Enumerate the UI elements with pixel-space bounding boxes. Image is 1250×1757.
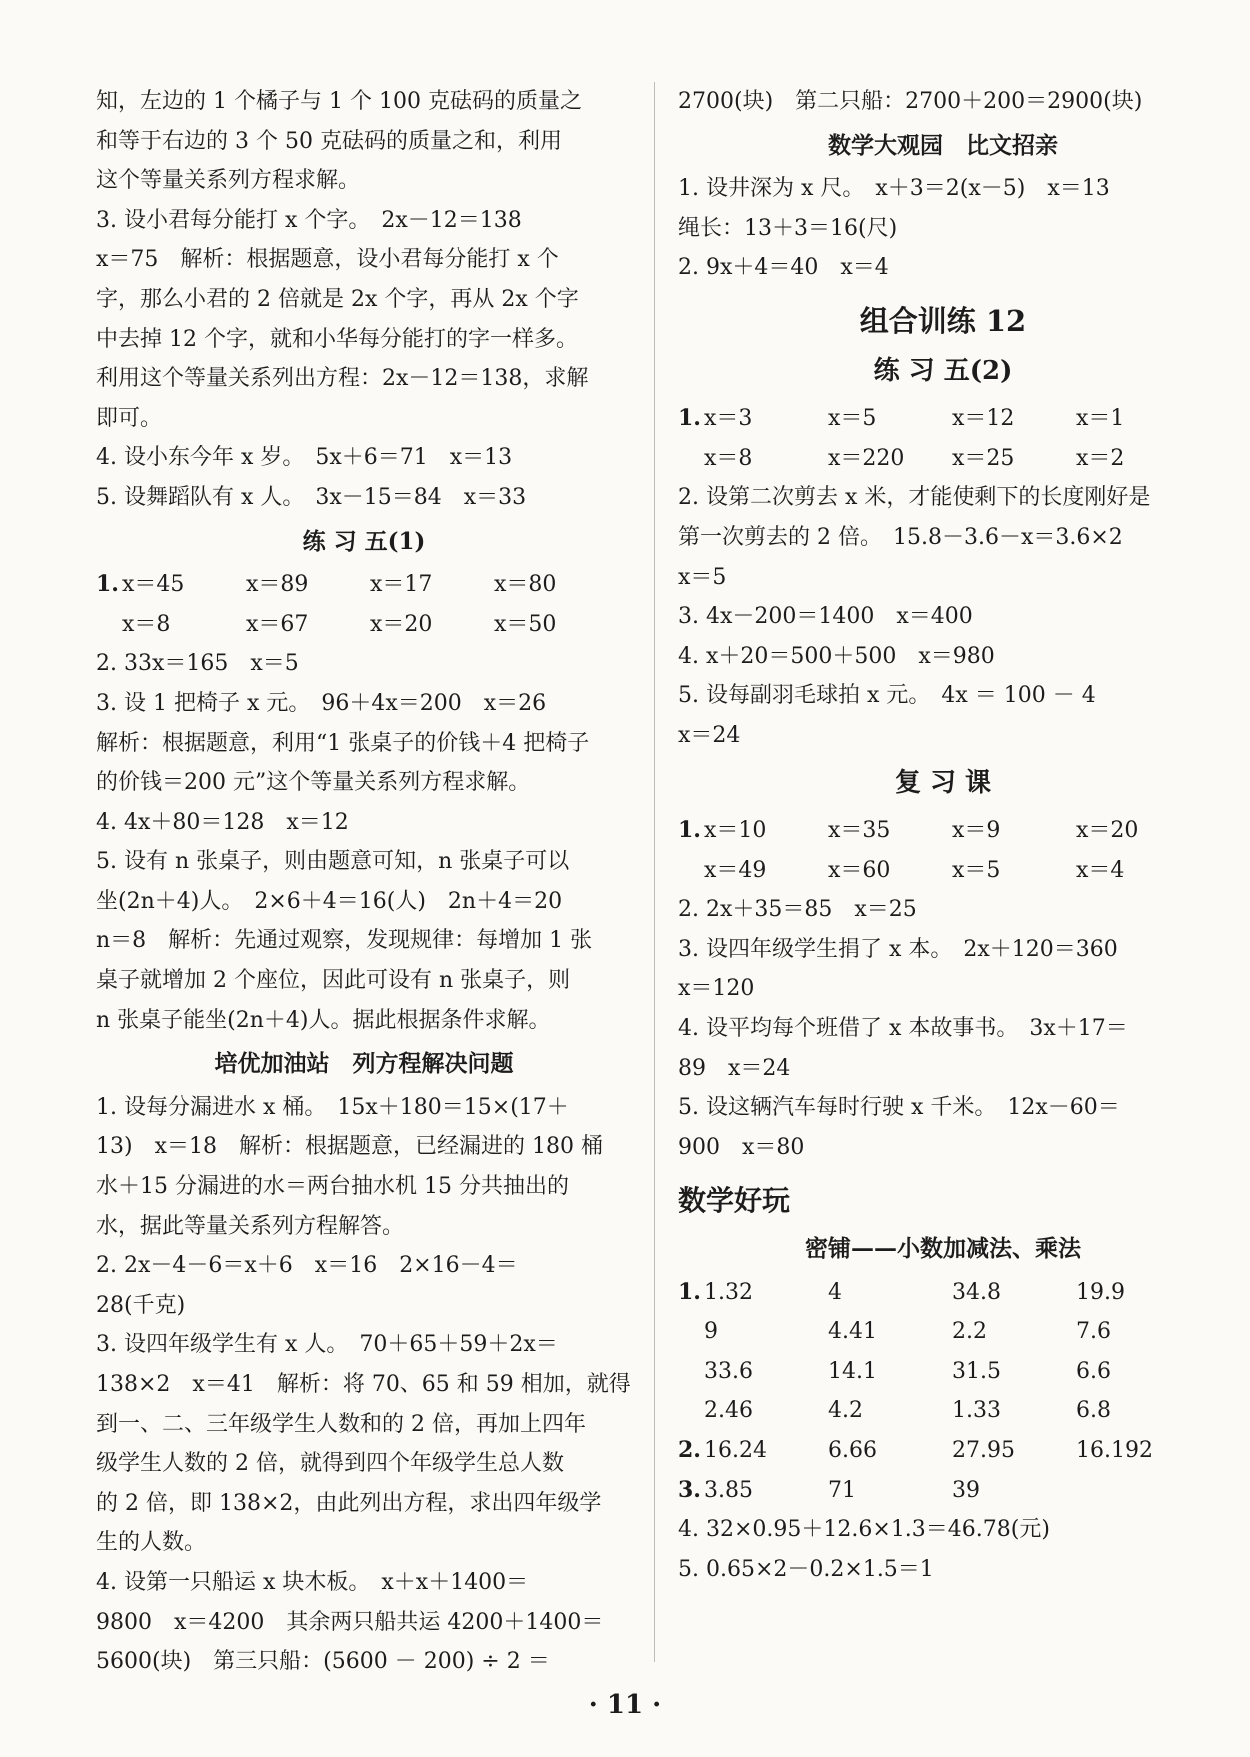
answer-cell: 4 — [828, 1279, 842, 1305]
answer-cell: 1.32 — [704, 1279, 753, 1305]
page-number: · 11 · — [588, 1690, 662, 1720]
section-title-daguanyuan: 数学大观园 比文招亲 — [828, 131, 1058, 159]
answer-row — [678, 1471, 1208, 1511]
answer-cell: x＝2 — [1076, 445, 1125, 471]
answer-row — [678, 1352, 1208, 1392]
answer-cell — [678, 1312, 704, 1352]
answer-line: 13) x＝18 解析：根据题意，已经漏进的 180 桶 — [96, 1134, 603, 1160]
answer-cell: 2. — [678, 1437, 701, 1463]
answer-cell: 34.8 — [952, 1279, 1001, 1305]
answer-line: n＝8 解析：先通过观察，发现规律：每增加 1 张 — [96, 928, 593, 954]
answer-q4: 4. 设小东今年 x 岁。 5x＋6＝71 x＝13 — [96, 445, 513, 471]
answer-line: 2. 33x＝165 x＝5 — [96, 651, 299, 677]
answer-cell: x＝8 — [122, 611, 171, 637]
answer-line: 4. 4x＋80＝128 x＝12 — [96, 809, 349, 835]
answer-line: 5. 设这辆汽车每时行驶 x 千米。 12x－60＝ — [678, 1095, 1120, 1121]
answer-cell: x＝67 — [246, 611, 309, 637]
answer-line: 的 2 倍，即 138×2，由此列出方程，求出四年级学 — [96, 1490, 602, 1516]
answer-row — [678, 1312, 1208, 1352]
answer-cell: x＝25 — [952, 445, 1015, 471]
section-title-shuxue-haowan: 数学好玩 — [678, 1184, 791, 1218]
answer-cell: x＝5 — [952, 857, 1001, 883]
answer-cell: 71 — [828, 1477, 856, 1503]
answer-row — [678, 1273, 1208, 1313]
answer-row — [678, 851, 1208, 891]
answer-line: 第一次剪去的 2 倍。 15.8－3.6－x＝3.6×2 — [678, 524, 1123, 550]
answer-line: 4. 设平均每个班借了 x 本故事书。 3x＋17＝ — [678, 1016, 1128, 1042]
answer-line: 利用这个等量关系列出方程：2x－12＝138，求解 — [96, 366, 589, 392]
answer-cell: 16.24 — [704, 1438, 767, 1463]
column-divider — [654, 82, 655, 1662]
section-title-exercise-5-1: 练 习 五(1) — [302, 527, 426, 555]
answer-line: 2. 设第二次剪去 x 米，才能使剩下的长度刚好是 — [678, 485, 1151, 511]
answer-line: x＝5 — [678, 564, 727, 590]
answer-cell: 39 — [952, 1477, 980, 1503]
answer-cell: x＝20 — [1076, 818, 1139, 844]
answer-cell — [678, 851, 704, 891]
answer-cell: x＝89 — [246, 572, 309, 598]
answer-cell: 31.5 — [952, 1358, 1001, 1384]
answer-line: 到一、二、三年级学生人数和的 2 倍，再加上四年 — [96, 1411, 586, 1437]
answer-line: 4. x＋20＝500＋500 x＝980 — [678, 643, 995, 669]
answer-cell — [96, 605, 122, 645]
answer-line: 5. 0.65×2－0.2×1.5＝1 — [678, 1556, 934, 1582]
answer-cell — [678, 439, 704, 479]
answer-line: 的价钱＝200 元”这个等量关系列方程求解。 — [96, 770, 531, 796]
answer-cell: 14.1 — [828, 1358, 877, 1384]
answer-row — [678, 1431, 1208, 1471]
answer-line: 水＋15 分漏进的水＝两台抽水机 15 分共抽出的 — [96, 1174, 569, 1200]
answer-cell: x＝49 — [704, 857, 767, 883]
answer-row — [678, 1391, 1208, 1431]
answer-line: 字，那么小君的 2 倍就是 2x 个字，再从 2x 个字 — [96, 286, 579, 312]
answer-cell: 3. — [678, 1476, 701, 1503]
answer-cell: 6.6 — [1076, 1358, 1111, 1384]
answer-line: 绳长：13＋3＝16(尺) — [678, 215, 898, 241]
answer-line: 2. 9x＋4＝40 x＝4 — [678, 255, 889, 281]
section-title-peiyou: 培优加油站 列方程解决问题 — [214, 1050, 514, 1078]
answer-cell: x＝60 — [828, 857, 891, 883]
answer-line: 28(千克) — [96, 1292, 186, 1318]
answer-row — [678, 399, 1208, 439]
answer-cell: 1. — [678, 1278, 701, 1305]
answer-line: 生的人数。 — [96, 1530, 207, 1556]
answer-cell: x＝9 — [952, 818, 1001, 844]
answer-cell: 2.2 — [952, 1319, 987, 1345]
answer-cell: x＝10 — [704, 818, 767, 844]
answer-line: 138×2 x＝41 解析：将 70、65 和 59 相加，就得 — [96, 1372, 631, 1397]
answer-row — [678, 811, 1208, 851]
answer-q3: 3. 设小君每分能打 x 个字。 2x－12＝138 — [96, 207, 522, 233]
answer-line: 坐(2n＋4)人。 2×6＋4＝16(人) 2n＋4＝20 — [96, 888, 563, 914]
answer-cell: 7.6 — [1076, 1319, 1111, 1345]
answer-line: 即可。 — [96, 405, 163, 431]
answer-cell: 1. — [678, 817, 701, 844]
answer-cell: 9 — [704, 1319, 718, 1345]
answer-cell: 33.6 — [704, 1358, 753, 1384]
answer-line: 3. 设 1 把椅子 x 元。 96＋4x＝200 x＝26 — [96, 690, 547, 716]
answer-line: 900 x＝80 — [678, 1134, 805, 1160]
answer-line: n 张桌子能坐(2n＋4)人。据此根据条件求解。 — [96, 1007, 551, 1033]
answer-line: 5600(块) 第三只船：(5600 － 200) ÷ 2 ＝ — [96, 1649, 550, 1675]
answer-line: 2700(块) 第二只船：2700＋200＝2900(块) — [678, 89, 1143, 114]
answer-line: 1. 设每分漏进水 x 桶。 15x＋180＝15×(17＋ — [96, 1094, 569, 1120]
answer-cell: x＝12 — [952, 406, 1015, 432]
answer-line: x＝120 — [678, 976, 755, 1002]
section-title-exercise-5-2: 练 习 五(2) — [873, 355, 1013, 386]
answer-line: 知，左边的 1 个橘子与 1 个 100 克砝码的质量之 — [96, 89, 582, 114]
answer-cell: x＝80 — [494, 572, 557, 598]
answer-row — [96, 605, 632, 645]
answer-cell: 1. — [96, 571, 119, 598]
answer-cell: x＝20 — [370, 611, 433, 637]
answer-line: 解析：根据题意，利用“1 张桌子的价钱＋4 把椅子 — [96, 730, 590, 756]
answer-line: 89 x＝24 — [678, 1055, 791, 1081]
answer-cell: x＝220 — [828, 445, 905, 471]
answer-cell: 19.9 — [1076, 1279, 1125, 1305]
answer-cell: 4.41 — [828, 1319, 877, 1345]
answer-cell — [678, 1391, 704, 1431]
answer-cell: 2.46 — [704, 1398, 753, 1424]
section-title-mipu: 密铺——小数加减法、乘法 — [805, 1235, 1081, 1263]
answer-cell: x＝35 — [828, 818, 891, 844]
answer-cell: 6.66 — [828, 1438, 877, 1463]
answer-line: 级学生人数的 2 倍，就得到四个年级学生总人数 — [96, 1451, 564, 1477]
answer-line: 3. 设四年级学生有 x 人。 70＋65＋59＋2x＝ — [96, 1332, 558, 1358]
answer-line: 4. 设第一只船运 x 块木板。 x＋x＋1400＝ — [96, 1569, 529, 1595]
answer-cell — [678, 1352, 704, 1392]
answer-q5: 5. 设舞蹈队有 x 人。 3x－15＝84 x＝33 — [96, 484, 527, 510]
answer-line: 3. 4x－200＝1400 x＝400 — [678, 604, 973, 630]
answer-line: 1. 设井深为 x 尺。 x＋3＝2(x－5) x＝13 — [678, 176, 1110, 202]
answer-cell: x＝45 — [122, 572, 185, 598]
answer-line: 桌子就增加 2 个座位，因此可设有 n 张桌子，则 — [96, 968, 571, 994]
answer-line: 9800 x＝4200 其余两只船共运 4200＋1400＝ — [96, 1609, 604, 1635]
answer-row — [678, 439, 1208, 479]
right-column — [678, 82, 1208, 1589]
answer-cell: 1. — [678, 405, 701, 432]
answer-cell: x＝50 — [494, 611, 557, 637]
answer-cell: 6.8 — [1076, 1398, 1111, 1424]
section-title-review: 复 习 课 — [894, 767, 992, 798]
answer-line: 3. 设四年级学生捐了 x 本。 2x＋120＝360 — [678, 936, 1118, 962]
answer-cell: x＝1 — [1076, 406, 1125, 432]
answer-line: 中去掉 12 个字，就和小华每分能打的字一样多。 — [96, 326, 578, 352]
answer-cell: x＝8 — [704, 445, 753, 471]
answer-cell: x＝4 — [1076, 857, 1125, 883]
section-title-zuhe-12: 组合训练 12 — [859, 303, 1027, 338]
answer-line: 2. 2x＋35＝85 x＝25 — [678, 897, 917, 923]
answer-cell: x＝3 — [704, 406, 753, 432]
answer-line: x＝75 解析：根据题意，设小君每分能打 x 个 — [96, 247, 559, 273]
answer-line: 这个等量关系列方程求解。 — [96, 168, 361, 194]
answer-cell: 4.2 — [828, 1398, 863, 1424]
answer-line: 水，据此等量关系列方程解答。 — [96, 1213, 405, 1239]
answer-cell: x＝5 — [828, 406, 877, 432]
answer-cell: 1.33 — [952, 1398, 1001, 1424]
answer-cell: 3.85 — [704, 1477, 753, 1503]
answer-line: x＝24 — [678, 722, 741, 748]
left-column — [96, 82, 632, 1682]
answer-cell: x＝17 — [370, 572, 433, 598]
answer-line: 4. 32×0.95＋12.6×1.3＝46.78(元) — [678, 1517, 1050, 1543]
answer-line: 5. 设有 n 张桌子，则由题意可知，n 张桌子可以 — [96, 849, 570, 875]
answer-line: 2. 2x－4－6＝x＋6 x＝16 2×16－4＝ — [96, 1253, 518, 1279]
answer-cell: 16.192 — [1076, 1438, 1153, 1463]
answer-cell: 27.95 — [952, 1438, 1015, 1463]
answer-line: 和等于右边的 3 个 50 克砝码的质量之和，利用 — [96, 128, 562, 154]
answer-cell — [1076, 1471, 1200, 1511]
answer-line: 5. 设每副羽毛球拍 x 元。 4x ＝ 100 － 4 — [678, 683, 1096, 709]
answer-row — [96, 565, 632, 605]
